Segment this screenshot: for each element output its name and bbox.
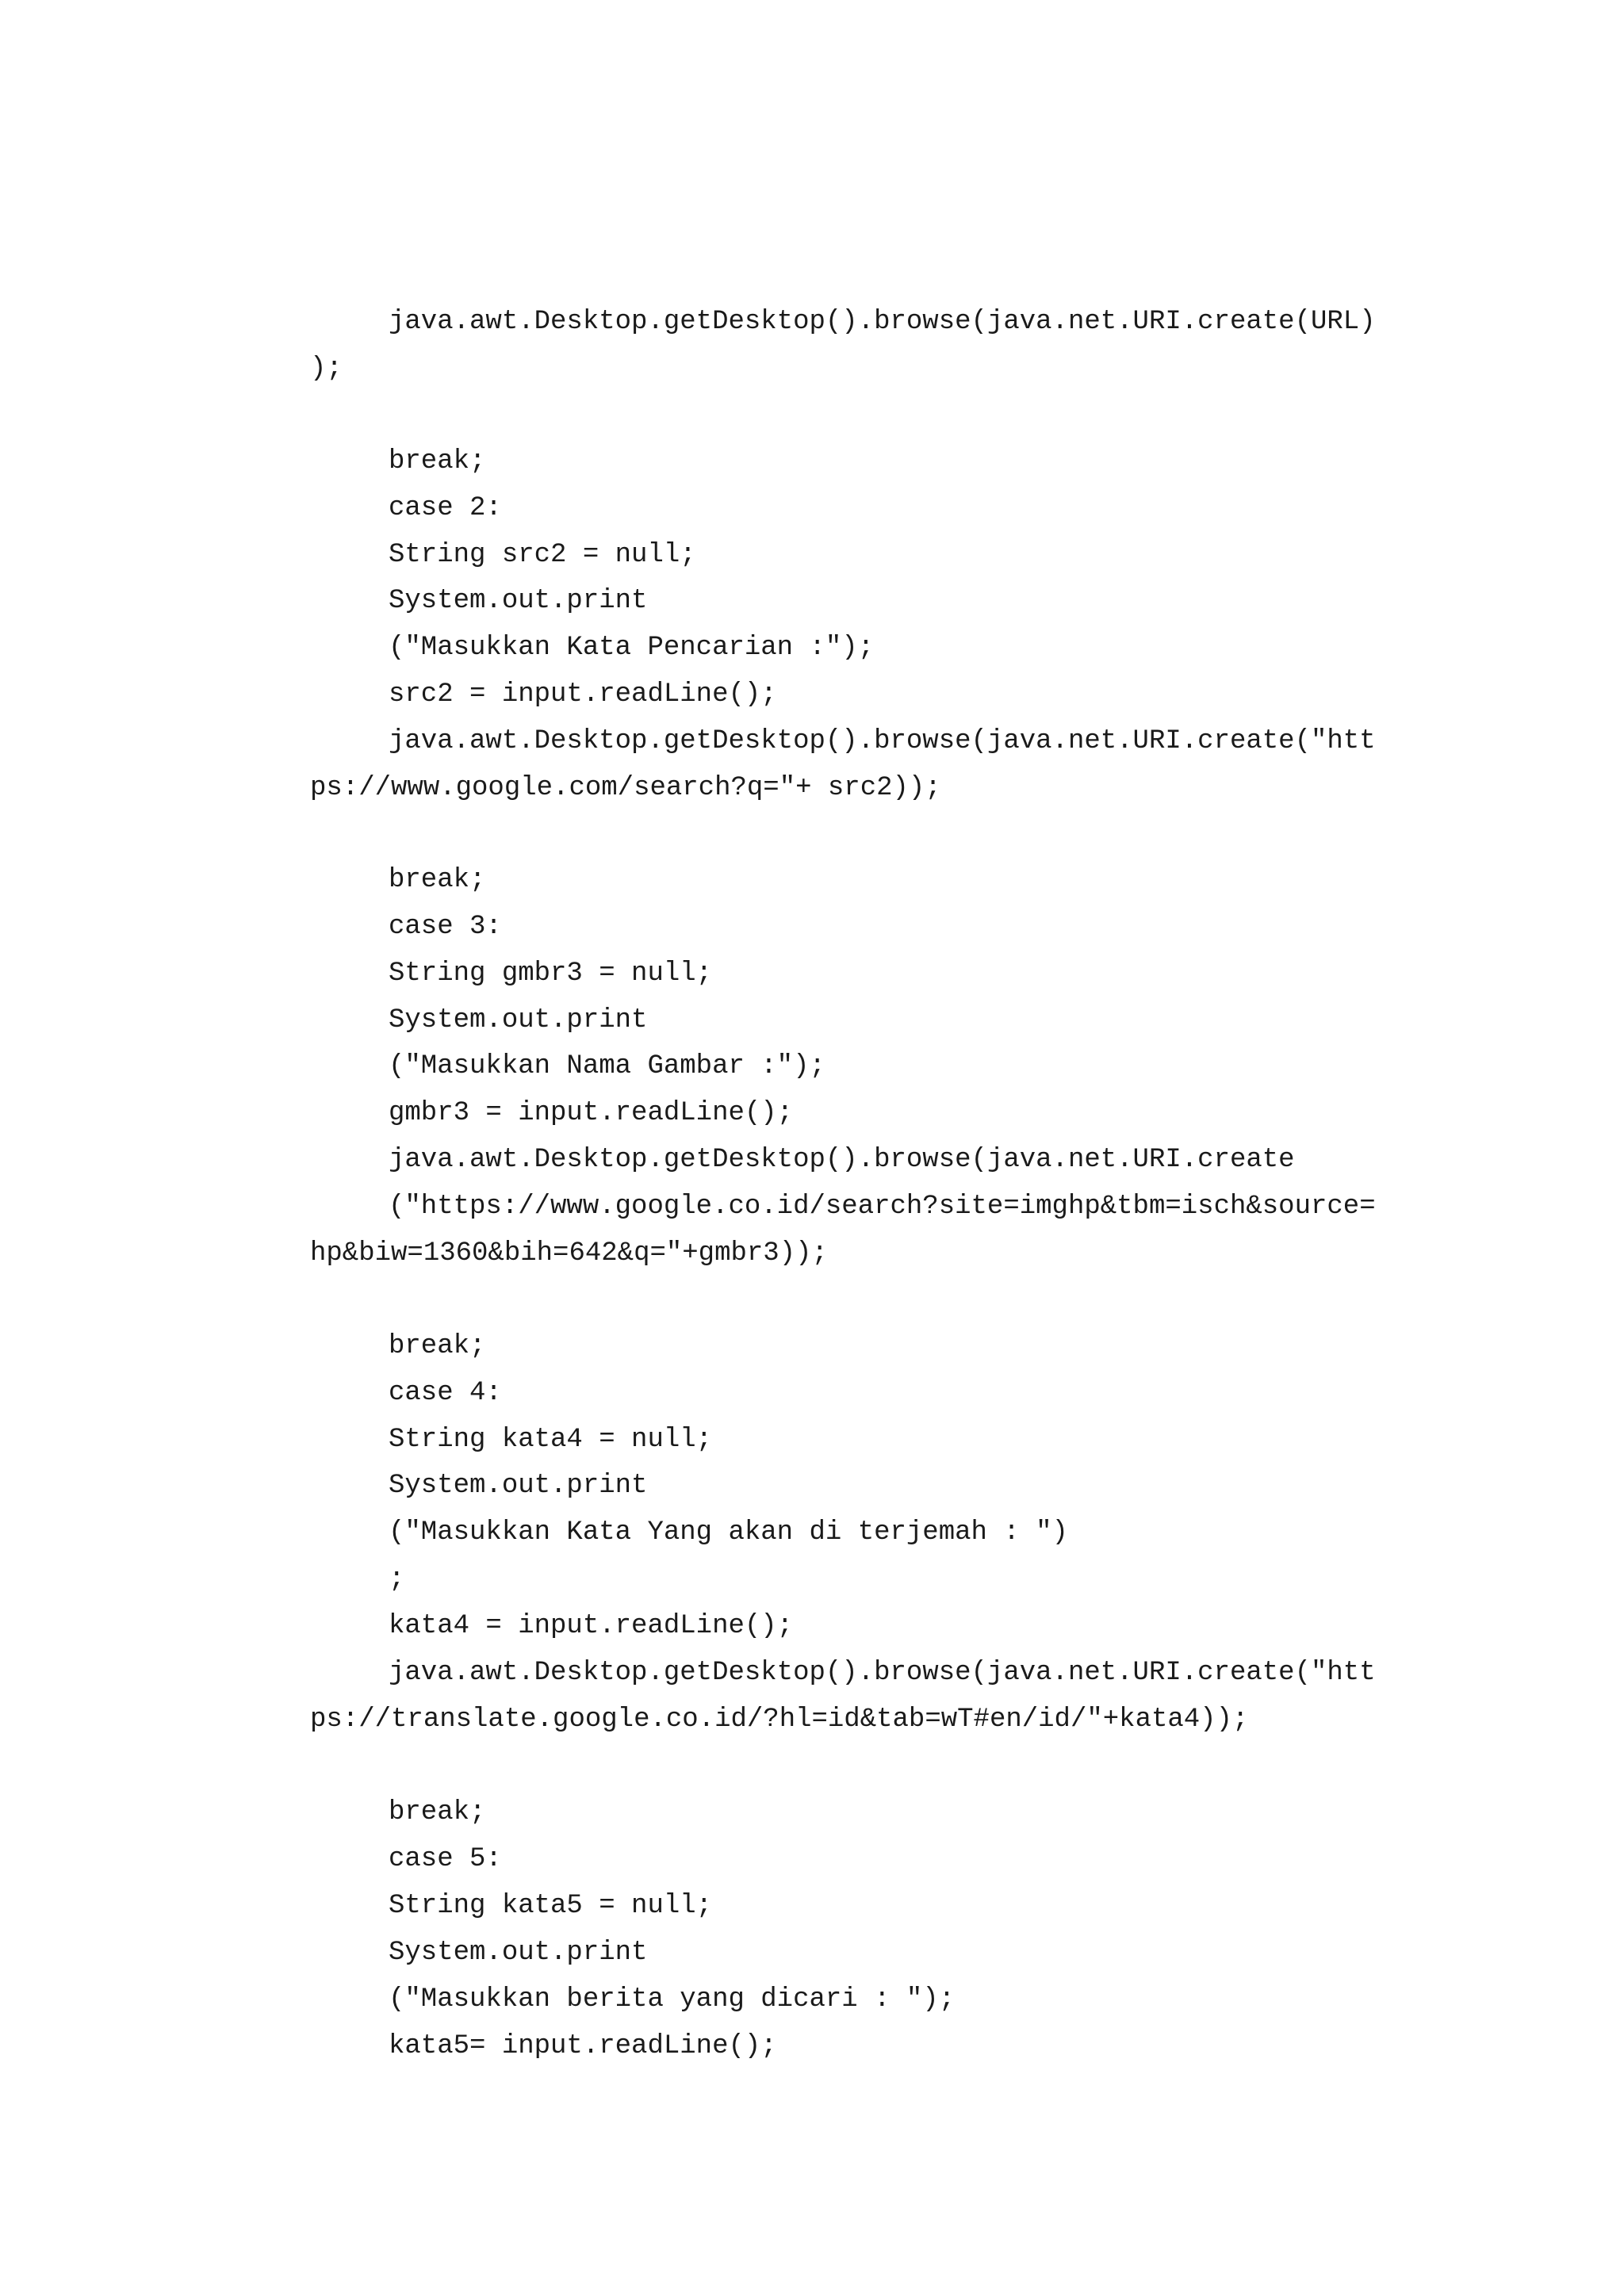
code-line: System.out.print [389, 586, 648, 616]
code-line: ("Masukkan Nama Gambar :"); [389, 1051, 825, 1081]
code-line: java.awt.Desktop.getDesktop().browse(java.net.URI.create(URL) [389, 307, 1376, 337]
code-line: ; [389, 1564, 405, 1594]
code-line: case 5: [389, 1844, 502, 1874]
code-line: java.awt.Desktop.getDesktop().browse(java.net.URI.create("htt [389, 726, 1376, 756]
code-line: java.awt.Desktop.getDesktop().browse(java.net.URI.create("htt [389, 1658, 1376, 1688]
code-line: ("Masukkan berita yang dicari : "); [389, 1984, 956, 2015]
code-line: break; [389, 446, 486, 476]
code-line: ps://www.google.com/search?q="+ src2)); [310, 773, 941, 803]
code-line: System.out.print [389, 1471, 648, 1501]
code-line: break; [389, 1331, 486, 1361]
code-line: String gmbr3 = null; [389, 959, 713, 989]
code-line: String kata5 = null; [389, 1891, 713, 1921]
code-line: src2 = input.readLine(); [389, 679, 777, 710]
code-line: case 4: [389, 1378, 502, 1408]
code-line: System.out.print [389, 1938, 648, 1968]
code-line: case 3: [389, 912, 502, 942]
code-line: hp&biw=1360&bih=642&q="+gmbr3)); [310, 1238, 828, 1269]
code-line: break; [389, 1797, 486, 1827]
code-line: String kata4 = null; [389, 1425, 713, 1455]
code-line: ); [310, 354, 343, 384]
code-line: break; [389, 865, 486, 895]
code-line: ps://translate.google.co.id/?hl=id&tab=wT#en/id/"+kata4)); [310, 1705, 1249, 1735]
code-line: java.awt.Desktop.getDesktop().browse(java.net.URI.create [389, 1145, 1295, 1175]
code-line: System.out.print [389, 1005, 648, 1035]
code-line: kata5= input.readLine(); [389, 2031, 777, 2061]
code-line: ("Masukkan Kata Pencarian :"); [389, 633, 875, 663]
code-line: case 2: [389, 493, 502, 523]
code-line: gmbr3 = input.readLine(); [389, 1098, 794, 1128]
code-line: ("https://www.google.co.id/search?site=imghp&tbm=isch&source= [389, 1192, 1376, 1222]
code-line: ("Masukkan Kata Yang akan di terjemah : ") [389, 1517, 1068, 1548]
code-line: kata4 = input.readLine(); [389, 1611, 794, 1641]
code-line: String src2 = null; [389, 540, 696, 570]
